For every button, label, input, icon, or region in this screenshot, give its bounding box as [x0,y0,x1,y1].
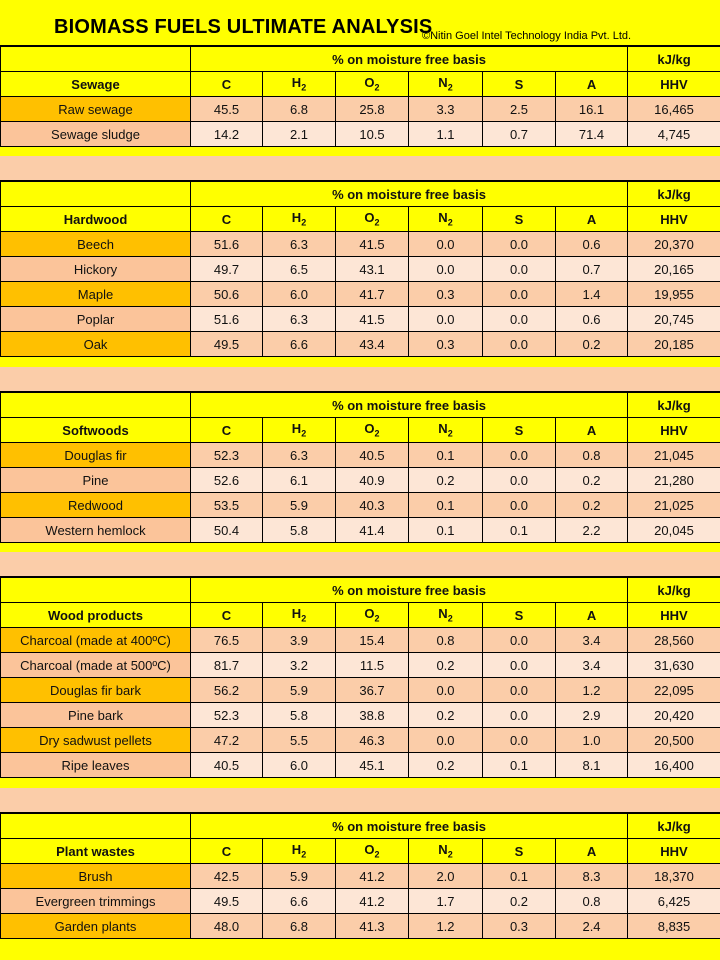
col-nitrogen [409,72,483,97]
value-o2: 40.5 [336,443,409,468]
col-carbon: C [191,839,263,864]
value-h2: 6.6 [263,332,336,357]
col-oxygen-symbol: O [364,842,375,858]
table-row [1,678,720,703]
value-h2: 6.5 [263,257,336,282]
value-o2: 41.4 [336,518,409,543]
value-n2: 0.1 [409,493,483,518]
value-h2: 5.9 [263,493,336,518]
col-hydrogen-symbol: H [291,210,302,226]
col-sulfur: S [483,72,556,97]
value-hhv: 20,045 [628,518,720,543]
col-hhv: HHV [628,603,720,628]
col-hydrogen-symbol: H [291,75,302,91]
value-a: 0.2 [556,493,628,518]
value-c: 81.7 [191,653,263,678]
blank-cell [1,47,191,72]
value-c: 47.2 [191,728,263,753]
basis-header-row [1,814,720,839]
value-c: 52.3 [191,443,263,468]
section-table-softwoods [0,392,720,543]
unit-label: kJ/kg [628,814,720,839]
value-o2: 41.5 [336,232,409,257]
value-n2: 0.1 [409,443,483,468]
section-name: Hardwood [1,207,191,232]
fuel-name: Brush [1,864,191,889]
value-a: 8.1 [556,753,628,778]
value-c: 56.2 [191,678,263,703]
value-o2: 38.8 [336,703,409,728]
section-table-plant-wastes [0,813,720,939]
col-sulfur: S [483,207,556,232]
value-s: 0.0 [483,468,556,493]
value-o2: 15.4 [336,628,409,653]
col-hydrogen-subscript: 2 [301,849,307,860]
value-s: 0.2 [483,889,556,914]
col-hhv: HHV [628,418,720,443]
col-oxygen [336,72,409,97]
col-sulfur: S [483,839,556,864]
value-a: 1.0 [556,728,628,753]
value-n2: 1.7 [409,889,483,914]
value-n2: 0.8 [409,628,483,653]
col-nitrogen [409,839,483,864]
col-oxygen-symbol: O [364,75,375,91]
table-row [1,332,720,357]
blank-cell [1,814,191,839]
value-c: 49.5 [191,332,263,357]
value-h2: 6.3 [263,307,336,332]
value-a: 0.8 [556,443,628,468]
value-h2: 5.9 [263,678,336,703]
basis-header-row [1,182,720,207]
value-s: 0.0 [483,728,556,753]
fuel-name: Charcoal (made at 500ºC) [1,653,191,678]
value-a: 8.3 [556,864,628,889]
value-a: 2.2 [556,518,628,543]
value-a: 0.7 [556,257,628,282]
fuel-name: Sewage sludge [1,122,191,147]
value-c: 53.5 [191,493,263,518]
value-s: 0.0 [483,703,556,728]
table-row [1,864,720,889]
value-hhv: 20,745 [628,307,720,332]
blank-cell [1,578,191,603]
col-nitrogen-symbol: N [438,421,448,437]
fuel-name: Western hemlock [1,518,191,543]
table-row [1,889,720,914]
section-name: Sewage [1,72,191,97]
col-nitrogen [409,418,483,443]
moisture-free-basis-label: % on moisture free basis [191,182,628,207]
fuel-name: Raw sewage [1,97,191,122]
col-ash: A [556,418,628,443]
value-h2: 6.8 [263,914,336,939]
value-a: 71.4 [556,122,628,147]
value-o2: 10.5 [336,122,409,147]
page-title: BIOMASS FUELS ULTIMATE ANALYSIS [54,16,433,38]
value-hhv: 31,630 [628,653,720,678]
value-s: 0.0 [483,678,556,703]
table-row [1,122,720,147]
fuel-name: Maple [1,282,191,307]
value-a: 0.8 [556,889,628,914]
value-o2: 45.1 [336,753,409,778]
value-c: 51.6 [191,232,263,257]
table-row [1,628,720,653]
value-a: 1.2 [556,678,628,703]
value-a: 16.1 [556,97,628,122]
value-o2: 25.8 [336,97,409,122]
value-hhv: 19,955 [628,282,720,307]
col-oxygen-symbol: O [364,210,375,226]
value-o2: 43.1 [336,257,409,282]
value-c: 48.0 [191,914,263,939]
table-row [1,753,720,778]
value-h2: 6.8 [263,97,336,122]
value-n2: 0.0 [409,678,483,703]
section-table-sewage [0,46,720,147]
unit-label: kJ/kg [628,393,720,418]
column-header-row [1,418,720,443]
col-oxygen-subscript: 2 [374,613,380,624]
col-hydrogen-subscript: 2 [301,82,307,93]
value-hhv: 6,425 [628,889,720,914]
value-hhv: 20,500 [628,728,720,753]
value-h2: 5.8 [263,518,336,543]
section-name: Softwoods [1,418,191,443]
value-n2: 0.0 [409,257,483,282]
value-c: 14.2 [191,122,263,147]
col-hydrogen [263,839,336,864]
value-s: 0.0 [483,493,556,518]
moisture-free-basis-label: % on moisture free basis [191,393,628,418]
col-nitrogen [409,603,483,628]
value-c: 45.5 [191,97,263,122]
value-o2: 41.7 [336,282,409,307]
value-n2: 0.2 [409,753,483,778]
value-s: 0.7 [483,122,556,147]
value-h2: 5.5 [263,728,336,753]
value-n2: 1.1 [409,122,483,147]
value-n2: 2.0 [409,864,483,889]
value-hhv: 18,370 [628,864,720,889]
col-ash: A [556,72,628,97]
value-c: 49.7 [191,257,263,282]
table-row [1,282,720,307]
col-nitrogen-symbol: N [438,606,448,622]
table-row [1,257,720,282]
value-n2: 1.2 [409,914,483,939]
value-a: 1.4 [556,282,628,307]
moisture-free-basis-label: % on moisture free basis [191,578,628,603]
section-spacer [0,367,720,392]
value-a: 3.4 [556,653,628,678]
col-hydrogen-subscript: 2 [301,428,307,439]
col-carbon: C [191,207,263,232]
value-h2: 3.2 [263,653,336,678]
value-s: 0.1 [483,753,556,778]
col-oxygen [336,207,409,232]
title-row [0,0,720,46]
basis-header-row [1,578,720,603]
blank-cell [1,393,191,418]
value-n2: 0.0 [409,307,483,332]
value-a: 2.9 [556,703,628,728]
table-row [1,493,720,518]
section-spacer [0,552,720,577]
value-hhv: 20,185 [628,332,720,357]
section-table-hardwood [0,181,720,357]
value-c: 52.6 [191,468,263,493]
col-oxygen-subscript: 2 [374,428,380,439]
value-o2: 43.4 [336,332,409,357]
value-c: 40.5 [191,753,263,778]
column-header-row [1,207,720,232]
col-oxygen-symbol: O [364,421,375,437]
table-row [1,914,720,939]
value-hhv: 8,835 [628,914,720,939]
value-a: 2.4 [556,914,628,939]
value-o2: 11.5 [336,653,409,678]
value-s: 0.0 [483,282,556,307]
fuel-name: Garden plants [1,914,191,939]
moisture-free-basis-label: % on moisture free basis [191,47,628,72]
col-ash: A [556,603,628,628]
col-hydrogen [263,603,336,628]
section-spacer [0,156,720,181]
value-h2: 6.0 [263,282,336,307]
value-a: 0.6 [556,232,628,257]
col-nitrogen-subscript: 2 [447,428,453,439]
value-hhv: 4,745 [628,122,720,147]
value-a: 3.4 [556,628,628,653]
col-oxygen [336,839,409,864]
value-n2: 0.2 [409,703,483,728]
value-c: 50.6 [191,282,263,307]
col-oxygen [336,603,409,628]
table-row [1,728,720,753]
section-name: Wood products [1,603,191,628]
col-hydrogen-subscript: 2 [301,217,307,228]
col-sulfur: S [483,418,556,443]
table-row [1,97,720,122]
value-hhv: 20,420 [628,703,720,728]
fuel-name: Hickory [1,257,191,282]
col-nitrogen-subscript: 2 [447,849,453,860]
value-h2: 6.3 [263,232,336,257]
table-row [1,518,720,543]
value-h2: 5.8 [263,703,336,728]
value-c: 50.4 [191,518,263,543]
column-header-row [1,603,720,628]
value-o2: 36.7 [336,678,409,703]
unit-label: kJ/kg [628,47,720,72]
unit-label: kJ/kg [628,578,720,603]
col-ash: A [556,207,628,232]
fuel-name: Douglas fir [1,443,191,468]
column-header-row [1,72,720,97]
col-carbon: C [191,72,263,97]
value-n2: 0.3 [409,282,483,307]
fuel-name: Beech [1,232,191,257]
value-s: 0.0 [483,653,556,678]
fuel-name: Poplar [1,307,191,332]
basis-header-row [1,393,720,418]
value-h2: 6.6 [263,889,336,914]
table-row [1,468,720,493]
value-c: 76.5 [191,628,263,653]
col-oxygen-subscript: 2 [374,82,380,93]
value-h2: 6.3 [263,443,336,468]
value-n2: 0.3 [409,332,483,357]
col-ash: A [556,839,628,864]
fuel-name: Oak [1,332,191,357]
value-o2: 41.2 [336,864,409,889]
fuel-name: Redwood [1,493,191,518]
value-s: 0.0 [483,443,556,468]
copyright-credit: ©Nitin Goel Intel Technology India Pvt. Ltd. [422,30,632,42]
value-n2: 0.2 [409,653,483,678]
col-oxygen-subscript: 2 [374,217,380,228]
value-a: 0.2 [556,332,628,357]
value-hhv: 28,560 [628,628,720,653]
value-o2: 46.3 [336,728,409,753]
value-n2: 0.0 [409,232,483,257]
col-oxygen-symbol: O [364,606,375,622]
value-hhv: 20,165 [628,257,720,282]
col-nitrogen-subscript: 2 [447,613,453,624]
value-o2: 40.3 [336,493,409,518]
value-s: 0.1 [483,518,556,543]
table-row [1,653,720,678]
col-hydrogen [263,72,336,97]
col-hydrogen-symbol: H [291,606,302,622]
moisture-free-basis-label: % on moisture free basis [191,814,628,839]
value-c: 49.5 [191,889,263,914]
value-h2: 6.0 [263,753,336,778]
fuel-name: Dry sadwust pellets [1,728,191,753]
col-oxygen [336,418,409,443]
table-row [1,232,720,257]
value-o2: 41.2 [336,889,409,914]
unit-label: kJ/kg [628,182,720,207]
value-hhv: 16,400 [628,753,720,778]
value-c: 42.5 [191,864,263,889]
value-hhv: 21,025 [628,493,720,518]
value-a: 0.2 [556,468,628,493]
col-hydrogen-symbol: H [291,842,302,858]
col-nitrogen-subscript: 2 [447,217,453,228]
col-nitrogen [409,207,483,232]
col-hhv: HHV [628,72,720,97]
table-row [1,703,720,728]
col-carbon: C [191,418,263,443]
value-c: 52.3 [191,703,263,728]
value-h2: 2.1 [263,122,336,147]
section-name: Plant wastes [1,839,191,864]
value-s: 2.5 [483,97,556,122]
value-s: 0.1 [483,864,556,889]
value-h2: 3.9 [263,628,336,653]
value-o2: 41.3 [336,914,409,939]
basis-header-row [1,47,720,72]
col-hhv: HHV [628,207,720,232]
col-carbon: C [191,603,263,628]
fuel-name: Ripe leaves [1,753,191,778]
value-hhv: 21,280 [628,468,720,493]
value-s: 0.0 [483,332,556,357]
col-hydrogen [263,418,336,443]
value-n2: 0.2 [409,468,483,493]
value-hhv: 20,370 [628,232,720,257]
value-n2: 0.0 [409,728,483,753]
col-hhv: HHV [628,839,720,864]
table-row [1,443,720,468]
fuel-name: Douglas fir bark [1,678,191,703]
blank-cell [1,182,191,207]
section-table-wood-products [0,577,720,778]
col-hydrogen [263,207,336,232]
value-h2: 5.9 [263,864,336,889]
value-s: 0.0 [483,628,556,653]
value-o2: 41.5 [336,307,409,332]
value-n2: 3.3 [409,97,483,122]
value-hhv: 21,045 [628,443,720,468]
fuel-name: Pine bark [1,703,191,728]
value-a: 0.6 [556,307,628,332]
value-s: 0.0 [483,307,556,332]
col-sulfur: S [483,603,556,628]
col-nitrogen-symbol: N [438,842,448,858]
col-hydrogen-subscript: 2 [301,613,307,624]
col-hydrogen-symbol: H [291,421,302,437]
value-s: 0.0 [483,257,556,282]
fuel-name: Evergreen trimmings [1,889,191,914]
value-s: 0.3 [483,914,556,939]
value-hhv: 16,465 [628,97,720,122]
value-hhv: 22,095 [628,678,720,703]
col-nitrogen-symbol: N [438,75,448,91]
col-nitrogen-subscript: 2 [447,82,453,93]
section-spacer [0,788,720,813]
column-header-row [1,839,720,864]
col-oxygen-subscript: 2 [374,849,380,860]
fuel-name: Pine [1,468,191,493]
fuel-name: Charcoal (made at 400ºC) [1,628,191,653]
value-c: 51.6 [191,307,263,332]
value-s: 0.0 [483,232,556,257]
table-row [1,307,720,332]
value-h2: 6.1 [263,468,336,493]
col-nitrogen-symbol: N [438,210,448,226]
value-o2: 40.9 [336,468,409,493]
value-n2: 0.1 [409,518,483,543]
